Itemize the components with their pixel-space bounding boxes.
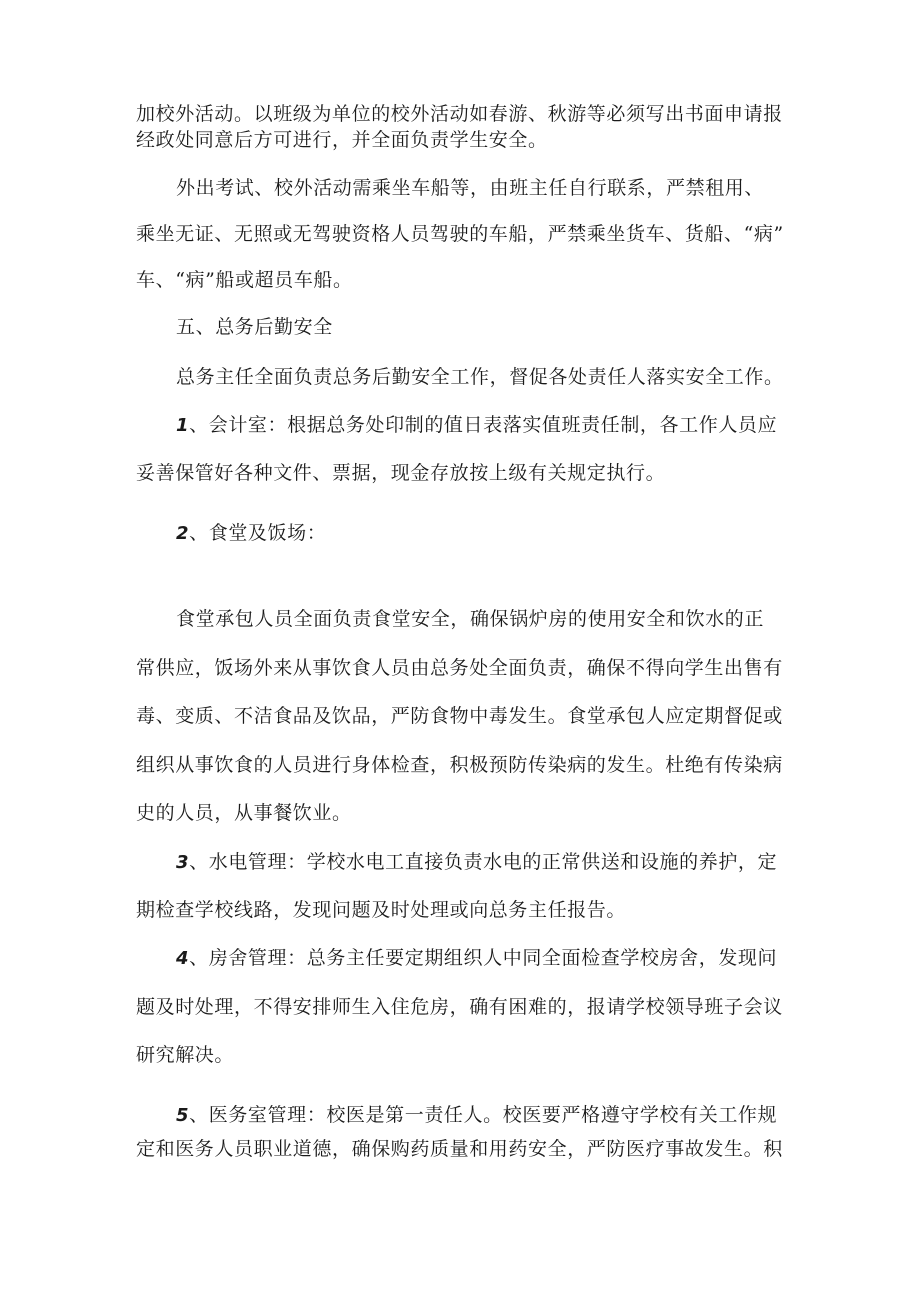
item-number: 4 xyxy=(176,948,190,969)
text-line: 总务主任全面负责总务后勤安全工作，督促各处责任人落实安全工作。 xyxy=(176,366,784,388)
numbered-item-5 xyxy=(176,1103,796,1128)
text-line: 车、“病”船或超员车船。 xyxy=(136,269,353,291)
text-line: 组织从事饮食的人员进行身体检查，积极预防传染病的发生。杜绝有传染病 xyxy=(136,754,783,776)
numbered-item-2 xyxy=(176,521,796,546)
text-line: 经政处同意后方可进行，并全面负责学生安全。 xyxy=(136,129,548,151)
text-line: 定和医务人员职业道德，确保购药质量和用药安全，严防医疗事故发生。积 xyxy=(136,1138,783,1160)
text-line: 妥善保管好各种文件、票据，现金存放按上级有关规定执行。 xyxy=(136,462,666,484)
text-line: 史的人员，从事餐饮业。 xyxy=(136,802,352,824)
text-line: 食堂承包人员全面负责食堂安全，确保锅炉房的使用安全和饮水的正 xyxy=(176,608,765,630)
text-line: 期检查学校线路，发现问题及时处理或向总务主任报告。 xyxy=(136,899,627,921)
text-line: 题及时处理，不得安排师生入住危房，确有困难的，报请学校领导班子会议 xyxy=(136,996,783,1018)
numbered-item-3 xyxy=(176,850,796,875)
numbered-item-4 xyxy=(176,946,796,971)
text-line: 、食堂及饭场： xyxy=(189,522,327,544)
text-line: 、会计室：根据总务处印制的值日表落实值班责任制，各工作人员应 xyxy=(189,414,778,436)
text-line: 加校外活动。以班级为单位的校外活动如春游、秋游等必须写出书面申请报 xyxy=(136,103,783,125)
text-line: 、医务室管理：校医是第一责任人。校医要严格遵守学校有关工作规 xyxy=(189,1104,778,1126)
text-line: 乘坐无证、无照或无驾驶资格人员驾驶的车船，严禁乘坐货车、货船、“病” xyxy=(136,223,784,245)
text-line: 、房舍管理：总务主任要定期组织人中同全面检查学校房舍，发现问 xyxy=(189,947,778,969)
text-line: 毒、变质、不洁食品及饮品，严防食物中毒发生。食堂承包人应定期督促或 xyxy=(136,705,783,727)
section-heading: 五、总务后勤安全 xyxy=(176,316,333,338)
text-line: 常供应，饭场外来从事饮食人员由总务处全面负责，确保不得向学生出售有 xyxy=(136,657,783,679)
text-line: 研究解决。 xyxy=(136,1044,235,1066)
item-number: 1 xyxy=(176,415,190,436)
text-line: 、水电管理：学校水电工直接负责水电的正常供送和设施的养护，定 xyxy=(189,851,778,873)
item-number: 5 xyxy=(176,1105,190,1126)
item-number: 3 xyxy=(176,852,190,873)
item-number: 2 xyxy=(176,523,190,544)
numbered-item-1 xyxy=(176,413,796,438)
text-line: 外出考试、校外活动需乘坐车船等，由班主任自行联系，严禁租用、 xyxy=(176,177,765,199)
